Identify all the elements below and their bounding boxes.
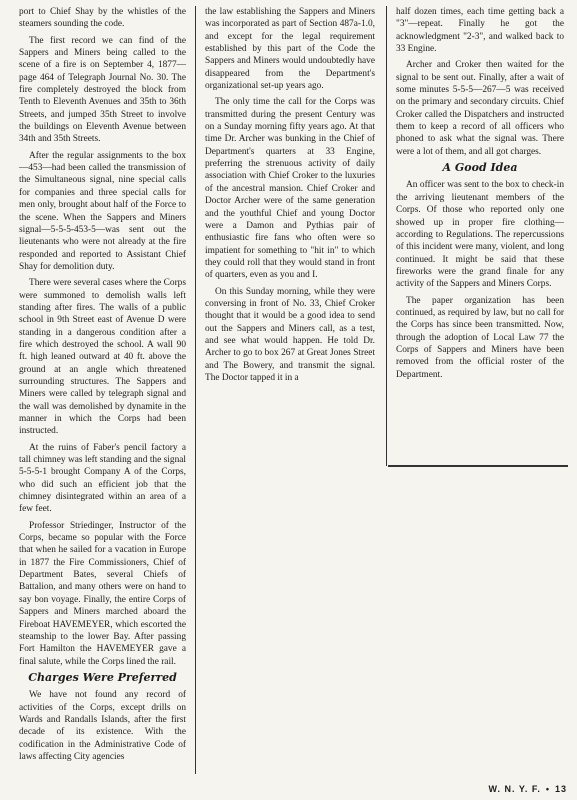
- section-heading: A Good Idea: [442, 161, 518, 175]
- paragraph: After the regular assignments to the box—453—had been called the transmission of the Simultaneous signal, nine special calls for companies and three special calls for men only, brought about half of the Force to the scene. When the Sappers and Miners signal—5-5-5-453-5—was sent out the lieutenants who were not already at the fire responded and reported to Assistant Chief Shay for demolition duty.: [19, 150, 186, 272]
- paragraph: half dozen times, each time getting back a "3"—repeat. Finally he got the acknowledgment "2-3", and walked back to 33 Engine.: [396, 7, 564, 55]
- paragraph: On this Sunday morning, while they were conversing in front of No. 33, Chief Croker thought that it would be a good idea to send out the Sappers and Miners call, as a test, and see what would happen. He told Dr. Archer to go to box 267 at Great Jones Street and The Bowery, and transmit the signal. The Doctor tapped it in a: [205, 286, 375, 383]
- paragraph: We have not found any record of activities of the Corps, except drills on Wards and Randalls Islands, after the first decade of its existence. With the codification in the Administrative Code of laws affecting City agencies: [19, 690, 186, 762]
- end-rule: [388, 465, 568, 467]
- column-divider: [386, 6, 387, 466]
- paragraph: Archer and Croker then waited for the signal to be sent out. Finally, after a wait of some minutes 5-5-5—267—5 was received on the primary and secondary circuits. Chief Croker called the Dispatchers and instructed them to keep a record of all officers who phoned to ask what the signal was. There were a lot of them, and all got charges.: [396, 60, 564, 157]
- publication-name: W. N. Y. F.: [488, 784, 541, 794]
- paragraph: Professor Striedinger, Instructor of the Corps, became so popular with the Force that when he sailed for a vacation in Europe in 1877 the Fire Commissioners, Chief of Department Bates, several Chiefs of Battalion, and many others were on hand to say bon voyage. Finally, the entire Corps of Sappers and Miners marched aboard the Fireboat HAVEMEYER, which escorted the steamship to the lower Bay. After passing Fort Hamilton the HAVEMEYER gave a final salute, while the Corps lined the rail.: [19, 520, 186, 667]
- paragraph: An officer was sent to the box to check-in the arriving lieutenant members of the Corps. Of those who reported only one showed up in proper fire clothing—according to Regulations. The repercussions of this incident were many, violent, and long continued. It might be said that these fireworks were the grand finale for any activity of the Sappers and Miners Corps.: [396, 180, 564, 290]
- column-left: [19, 6, 186, 767]
- paragraph: The only time the call for the Corps was transmitted during the present Century was on a Sunday morning fifty years ago. At that time Dr. Archer was bunking in the Chief of Department's quarters at 33 Engine, preferring the strenuous activity of daily association with Chief Croker to the luxuries of the ancestral mansion. Chief Croker and Doctor Archer were of the same generation and the youthful Chief and young Doctor were a Damon and Pythias pair of enthusiastic fire fans who often were so impatient for something to "hit in" to which they could roll that they would stand in front of quarters, even as you and I.: [205, 97, 375, 281]
- section-heading: Charges Were Preferred: [28, 670, 177, 684]
- paragraph: At the ruins of Faber's pencil factory a tall chimney was left standing and the signal 5-5-5-1 brought Company A of the Corps, who did such an efficient job that the chimney disintegrated within an area of a few feet.: [19, 442, 186, 515]
- page-footer: [488, 784, 567, 794]
- paragraph: The first record we can find of the Sappers and Miners being called to the scene of a fire is on September 4, 1877—page 464 of Telegraph Journal No. 30. The fire completely destroyed the block from Tenth to Eleventh Avenues and 35th to 36th Streets, and jumped 35th Street to involve the buildings on Eleventh Avenue between 34th and 35th Streets.: [19, 35, 186, 145]
- paragraph: port to Chief Shay by the whistles of the steamers sounding the code.: [19, 7, 186, 30]
- column-middle: [205, 6, 375, 388]
- paragraph: There were several cases where the Corps were summoned to demolish walls left standing after fires. The walls of a public school in 9th Street east of Avenue D were standing in a dangerous condition after a fire which destroyed the school. A wall 90 ft. high leaned outward at 40 ft. above the ground at an angle which threatened surrounding structures. The Sappers and Miners were called by telegraph signal and the wall was demolished by dynamite in the manner in which the Corps had been instructed.: [19, 278, 186, 437]
- page-number: 13: [554, 784, 567, 794]
- column-right: [396, 6, 564, 385]
- paragraph: The paper organization has been continued, as required by law, but no call for the Corps has since been transmitted. Now, through the adoption of Local Law 77 the Corps of Sappers and Miners have been removed from the official roster of the Department.: [396, 295, 564, 380]
- bullet-separator: •: [545, 784, 550, 794]
- paragraph: the law establishing the Sappers and Miners was incorporated as part of Section 487a-1.0, and except for the legal requirement established by this part of the Code the Sappers and Miners would undoubtedly have disappeared from the Department's organizational set-up years ago.: [205, 7, 375, 92]
- column-divider: [195, 6, 196, 774]
